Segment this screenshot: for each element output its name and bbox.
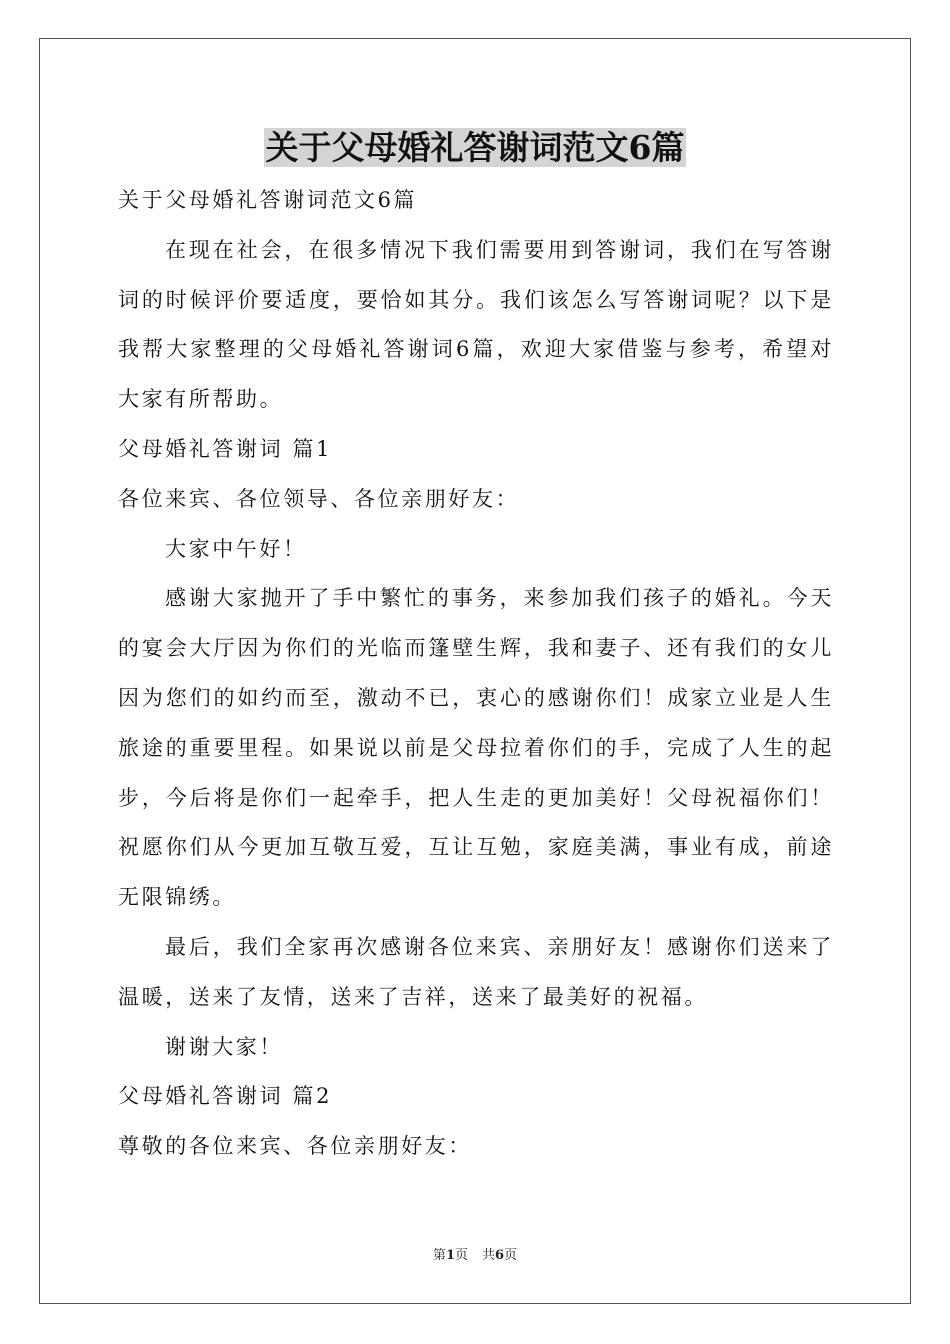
section-heading-2: 父母婚礼答谢词 篇2 xyxy=(118,1084,333,1109)
page-suffix: 页 xyxy=(454,1248,468,1263)
paragraph-salutation-1: 各位来宾、各位领导、各位亲朋好友： xyxy=(118,486,520,511)
paragraph-greeting: 大家中午好！ xyxy=(165,536,307,561)
total-prefix: 共 xyxy=(482,1248,496,1263)
page-prefix: 第 xyxy=(432,1248,446,1263)
document-body xyxy=(118,176,834,1172)
document-title-text: 关于父母婚礼答谢词范文6篇 xyxy=(265,128,685,167)
paragraph-closing: 最后，我们全家再次感谢各位来宾、亲朋好友！感谢你们送来了温暖，送来了友情，送来了吉祥，送来了最美好的祝福。 xyxy=(118,934,834,1009)
document-title xyxy=(0,126,950,170)
total-suffix: 页 xyxy=(504,1248,518,1263)
paragraph-salutation-2: 尊敬的各位来宾、各位亲朋好友： xyxy=(118,1134,472,1159)
paragraph-subtitle: 关于父母婚礼答谢词范文6篇 xyxy=(118,188,418,212)
section-heading-1: 父母婚礼答谢词 篇1 xyxy=(118,436,333,461)
paragraph-thank-you: 谢谢大家！ xyxy=(165,1034,283,1059)
page-footer xyxy=(0,1247,950,1265)
total-pages: 6 xyxy=(495,1248,505,1263)
page-number: 1 xyxy=(445,1248,455,1263)
paragraph-intro: 在现在社会，在很多情况下我们需要用到答谢词，我们在写答谢词的时候评价要适度，要恰如其分。我们该怎么写答谢词呢？以下是我帮大家整理的父母婚礼答谢词6篇，欢迎大家借鉴与参考，希望对大家有所帮助。 xyxy=(118,237,834,412)
paragraph-thanks: 感谢大家抛开了手中繁忙的事务，来参加我们孩子的婚礼。今天的宴会大厅因为你们的光临而篷壁生辉，我和妻子、还有我们的女儿因为您们的如约而至，激动不已，衷心的感谢你们！成家立业是人生旅途的重要里程。如果说以前是父母拉着你们的手，完成了人生的起步，今后将是你们一起牵手，把人生走的更加美好！父母祝福你们！祝愿你们从今更加互敬互爱，互让互勉，家庭美满，事业有成，前途无限锦绣。 xyxy=(118,586,834,910)
